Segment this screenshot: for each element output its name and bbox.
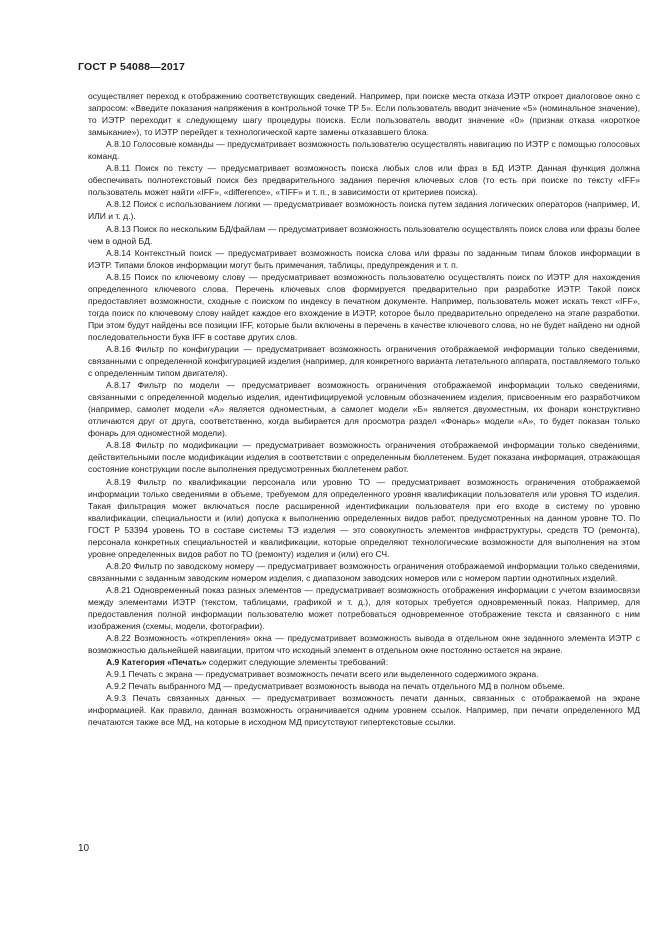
paragraph-a-8-15: А.8.15 Поиск по ключевому слову — предусматривает возможность пользователю осуществлять поиск по ИЭТР для нахождения определенного ключевого слова. Перечень ключевых слов формируется предварительно при разработке ИЭТР. Такой поиск предоставляет возможности, сходные с поиском по индексу в печатном документе. Например, пользователь может искать текст «IFF», тогда поиск по ключевому слову найдет каждое его вхождение в ИЭТР, которое было предварительно определено на этапе разработки. При этом будут найдены все позиции IFF, которые были включены в перечень в качестве ключевого слова, но не будет найдено ни одной последовательности букв IFF в составе других слов.	[88, 271, 640, 342]
paragraph-a-8-21: А.8.21 Одновременный показ разных элементов — предусматривает возможность отображения информации с учетом взаимосвязи между элементами ИЭТР (текстом, таблицами, графикой и т. д.), для которых требуется одновременный показ. Например, для предоставления полной информации пользователю может потребоваться одновременное отображение текста и связанного с ним изображения (схемы, модели, фотографии).	[88, 584, 640, 632]
paragraph-continuation: осуществляет переход к отображению соответствующих сведений. Например, при поиске места отказа ИЭТР откроет диалоговое окно с запросом: «Введите показания напряжения в контрольной точке ТР 5». Если пользователь вводит значение «5» (номинальное значение), то ИЭТР переходит к следующему шагу процедуры поиска. Если пользователь вводит значение «0» (признак отказа «короткое замыкание»), то ИЭТР перейдет к технологической карте замены отказавшего блока.	[88, 91, 640, 138]
paragraph-a-8-19: А.8.19 Фильтр по квалификации персонала или уровню ТО — предусматривает возможность ограничения отображаемой информации только сведениями в объеме, требуемом для определенного уровня квалификации пользователя или уровня ТО изделия. Такая фильтрация может включаться после расширенной идентификации пользователя при его входе в систему по уровню квалификации, специальности и (или) допуска к выполнению определенных видов работ, предусмотренных на данном уровне ТО. По ГОСТ Р 53394 уровень ТО в составе системы ТЭ изделия — это совокупность элементов инфраструктуры, средств ТО (ремонта), персонала конкретных специальностей и квалификации, которые определяют технологические возможности для выполнения на этом уровне определенных видов работ по ТО (ремонту) изделия и (или) его СЧ.	[88, 476, 640, 559]
paragraph-a-9-1: А.9.1 Печать с экрана — предусматривает возможность печати всего или выделенного содержимого экрана.	[106, 669, 539, 680]
section-a-9-title: А.9 Категория «Печать»	[106, 657, 207, 668]
paragraph-a-9-2: А.9.2 Печать выбранного МД — предусматривает возможность вывода на печать отдельного МД в полном объеме.	[106, 681, 565, 692]
paragraph-a-8-13: А.8.13 Поиск по нескольким БД/файлам — предусматривает возможность пользователю осуществлять поиск слова или фразы более чем в одной БД.	[88, 223, 640, 246]
paragraph-a-9-3: А.9.3 Печать связанных данных — предусматривает возможность печати данных, связанных с отображаемой на экране информацией. Как правило, данная возможность ограничивается одним уровнем ссылок. Например, при печати определенного МД печатаются также все МД, на которые в исходном МД присутствуют гипертекстовые ссылки.	[88, 693, 640, 728]
paragraph-a-8-18: А.8.18 Фильтр по модификации — предусматривает возможность ограничения отображаемой информации только сведениями, действительными после модификации изделия в соответствии с определенным бюллетенем. Будет показана информация, отражающая состояние конструкции после выполнения предусмотренных бюллетенем работ.	[88, 440, 640, 475]
paragraph-a-8-12: А.8.12 Поиск с использованием логики — предусматривает возможность поиска путем задания логических операторов (например, И, ИЛИ и т. д.).	[88, 199, 640, 222]
paragraph-a-8-11: А.8.11 Поиск по тексту — предусматривает возможность поиска любых слов или фраз в БД ИЭТР. Данная функция должна обеспечивать полнотекстовый поиск без предварительного задания перечня ключевых слов (то есть при поиске по тексту «IFF» пользователь может найти «IFF», «difference», «TIFF» и т. п., в зависимости от критериев поиска).	[88, 163, 640, 198]
paragraph-a-8-16: А.8.16 Фильтр по конфигурации — предусматривает возможность ограничения отображаемой информации только сведениями, связанными с определенной конфигурацией изделия (например, для конкретного варианта летательного аппарата, поставляемого только с определенным типом двигателя).	[88, 343, 640, 379]
section-a-9-title-rest: содержит следующие элементы требований:	[206, 657, 389, 668]
section-a-9-heading	[88, 656, 640, 668]
paragraph-a-8-17: А.8.17 Фильтр по модели — предусматривает возможность ограничения отображаемой информации только сведениями, связанными с определенной моделью изделия, идентифицируемой условным обозначением изделия, присвоенным его разработчиком (например, самолет модели «А» является одноместным, а самолет модели «Б» является двухместным, их фонари конструктивно отличаются друг от друга, соответственно, когда выбирается для просмотра раздел «Фонарь» модели «А», то будет показан только фонарь для одноместной модели).	[88, 380, 640, 439]
paragraph-a-8-10: А.8.10 Голосовые команды — предусматривает возможность пользователю осуществлять навигацию по ИЭТР с помощью голосовых команд.	[88, 139, 640, 162]
document-header: ГОСТ Р 54088—2017	[78, 61, 186, 73]
document-body	[88, 90, 640, 728]
paragraph-a-8-22: А.8.22 Возможность «открепления» окна — предусматривает возможность вывода в отдельном окне заданного элемента ИЭТР с возможностью дальнейшей навигации, притом что исходный элемент в отдельном окне постоянно остается на экране.	[88, 633, 640, 656]
paragraph-a-8-20: А.8.20 Фильтр по заводскому номеру — предусматривает возможность ограничения отображаемой информации только сведениями, связанными с заданным заводским номером изделия, с диапазоном заводских номеров или с номером партии однотипных изделий.	[88, 560, 640, 583]
page-number: 10	[78, 843, 90, 854]
paragraph-a-8-14: А.8.14 Контекстный поиск — предусматривает возможность поиска слова или фразы по заданным типам блоков информации в ИЭТР. Типами блоков информации могут быть примечания, таблицы, предупреждения и т. п.	[88, 247, 640, 270]
